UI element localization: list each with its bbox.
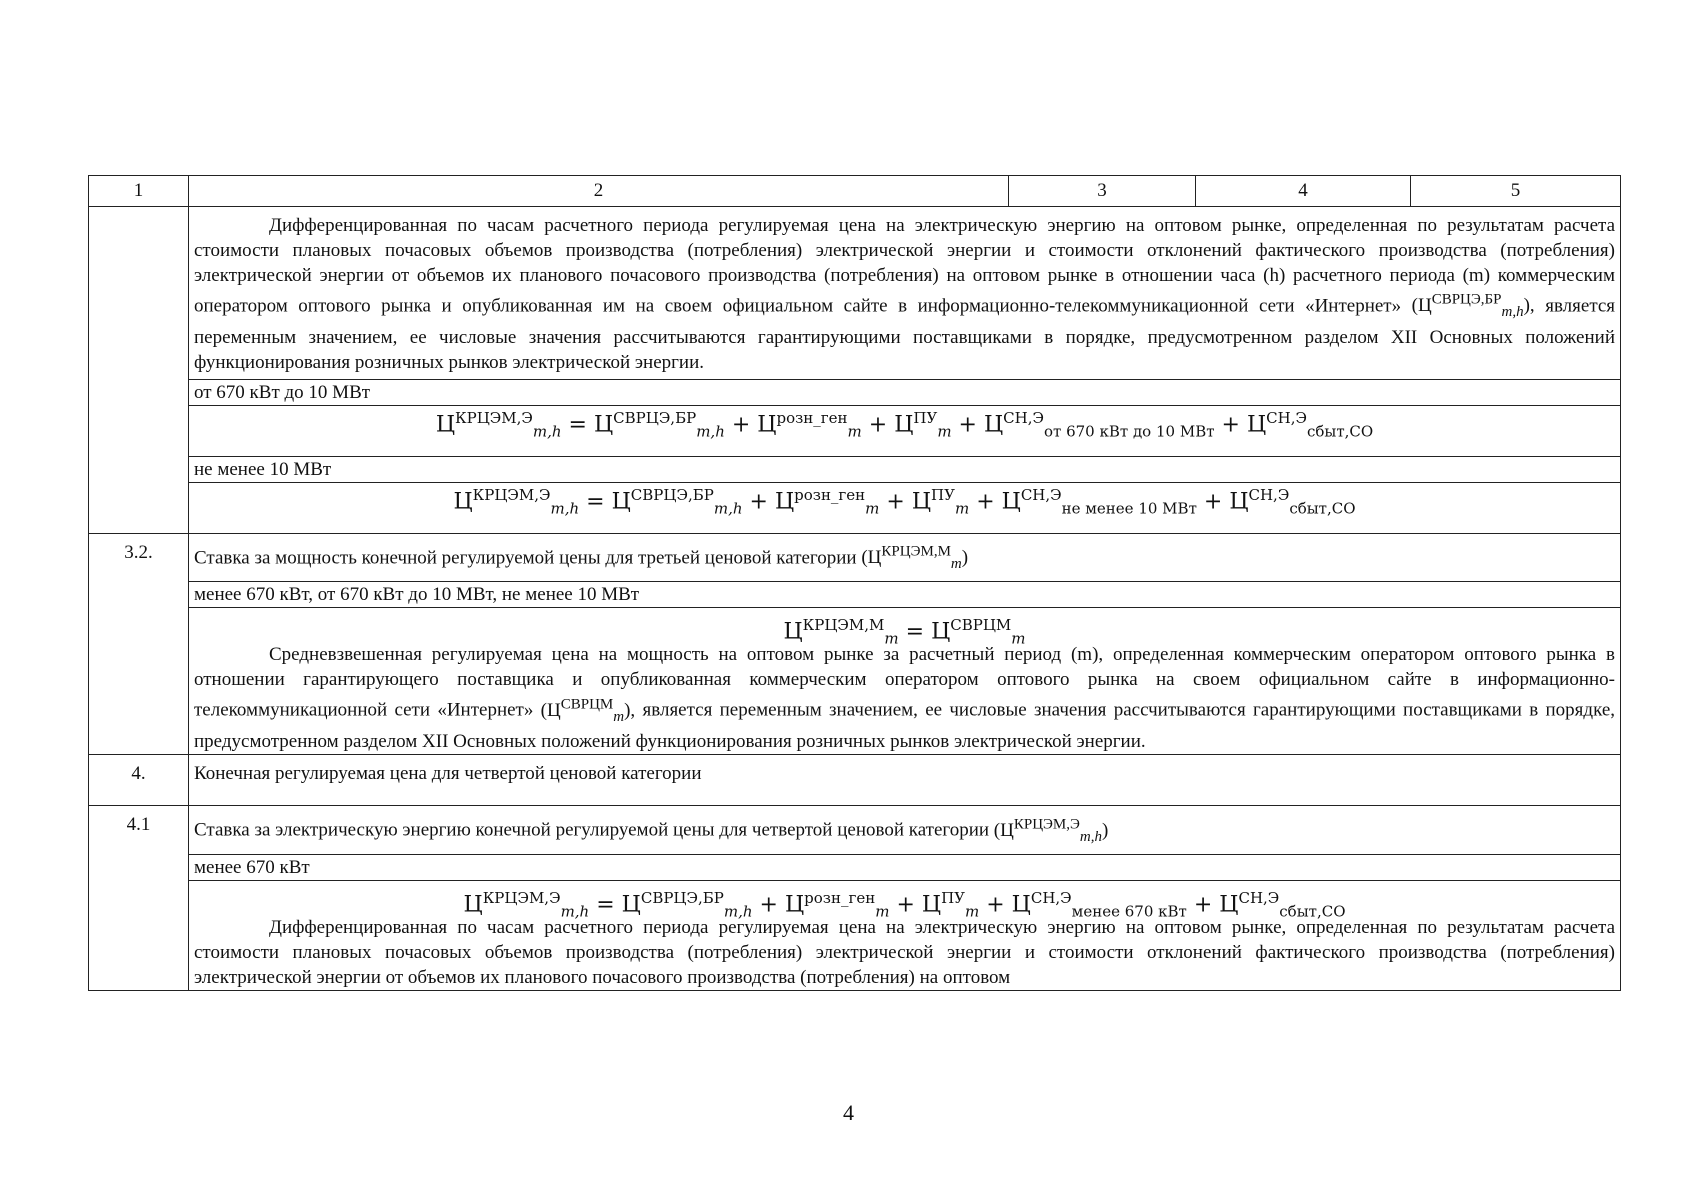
col-header-2: 2 — [189, 176, 1009, 207]
definition-text-tail: является переменным значением, ее числовые значения рассчитываются гарантирующими поставщиками в порядке, предусмотренном разделом XII Основных положений функционирования розничных рынков электрической энергии. — [194, 295, 1616, 374]
tariff-table — [88, 175, 1621, 991]
formula-capacity: $Ц^{КРЦЭМ,М}_m = Ц^{СВРЦМ}_m$ — [783, 616, 1026, 648]
band-label: менее 670 кВт — [189, 854, 1621, 880]
definition-text-main: Средневзвешенная регулируемая цена на мощность на оптовом рынке за расчетный период (m), определенная коммерческим оператором оптового рынка в отношении гарантирующего поставщика и опубликованная коммерческим оператором оптового рынка на своем официальном сайте в информационно-телекоммуникационной сети «Интернет» — [194, 644, 1615, 721]
section-title-text: Ставка за мощность конечной регулируемой цены для третьей ценовой категории — [194, 547, 857, 569]
table-row — [89, 880, 1621, 990]
band-label: от 670 кВт до 10 МВт — [189, 380, 1621, 406]
table-row — [89, 854, 1621, 880]
table-row — [89, 483, 1621, 534]
table-row — [89, 582, 1621, 608]
definition-text — [194, 642, 1615, 754]
section-title-text: Ставка за электрическую энергию конечной регулируемой цены для четвертой ценовой категории — [194, 819, 990, 841]
table-row — [89, 806, 1621, 854]
formula-10: $Ц^{КРЦЭМ,Э}_{m,h} = Ц^{СВРЦЭ,БР}_{m,h} + Ц^{розн\_ген}_m + Ц^{ПУ}_m + Ц^{СН,Э}_{не менее 10 МВт} + Ц^{СН,Э}_{сбыт,СО}$ — [189, 483, 1621, 534]
col-header-5: 5 — [1411, 176, 1621, 207]
section-title — [189, 806, 1621, 854]
symbol-svrcm: $(Ц^{СВРЦМ}_m)$, — [540, 696, 636, 725]
row-number-empty — [89, 207, 189, 534]
formula-definition-cell — [189, 880, 1621, 990]
col-header-4: 4 — [1196, 176, 1411, 207]
formula-670-10: $Ц^{КРЦЭМ,Э}_{m,h} = Ц^{СВРЦЭ,БР}_{m,h} + Ц^{розн\_ген}_m + Ц^{ПУ}_m + Ц^{СН,Э}_{от 670 кВт до 10 МВт} + Ц^{СН,Э}_{сбыт,СО}$ — [189, 406, 1621, 457]
section-title — [189, 534, 1621, 582]
definition-text: Дифференцированная по часам расчетного периода регулируемая цена на электрическую энергию на оптовом рынке, определенная по результатам расчета стоимости плановых почасовых объемов производства (потребления) электрической энергии и стоимости отклонений фактического производства (потребления) электрической энергии от объемов их планового почасового производства (потребления) на оптовом — [194, 916, 1615, 988]
definition-cell — [189, 207, 1621, 380]
table-row — [89, 457, 1621, 483]
definition-text-main: Дифференцированная по часам расчетного периода регулируемая цена на электрическую энергию на оптовом рынке, определенная по результатам расчета стоимости плановых почасовых объемов производства (потребления) электрической энергии и стоимости отклонений фактического производства (потребления) электрической энергии от объемов их планового почасового производства (потребления) на оптовом рынке в отношении часа (h) расчетного периода (m) коммерческим оператором оптового рынка и опубликованная им на своем официальном сайте в информационно-телекоммуникационной сети «Интернет» — [194, 215, 1615, 317]
page-number: 4 — [843, 1100, 854, 1125]
row-number: 4. — [89, 755, 189, 806]
header-row — [89, 176, 1621, 207]
col-header-3: 3 — [1009, 176, 1196, 207]
row-number: 3.2. — [89, 534, 189, 755]
table-row — [89, 755, 1621, 806]
symbol-krcem-e: $(Ц^{КРЦЭМ,Э}_{m,h})$ — [993, 816, 1109, 845]
formula-definition-cell — [189, 608, 1621, 755]
table-row — [89, 534, 1621, 582]
table-row — [89, 406, 1621, 457]
table-row — [89, 608, 1621, 755]
col-header-1: 1 — [89, 176, 189, 207]
definition-text-tail: является переменным значением, ее числовые значения рассчитываются гарантирующими поставщиками в порядке, предусмотренном разделом XII Основных положений функционирования розничных рынков электрической энергии. — [194, 699, 1616, 753]
band-label: менее 670 кВт, от 670 кВт до 10 МВт, не менее 10 МВт — [189, 582, 1621, 608]
symbol-krcem-m: $(Ц^{КРЦЭМ,М}_m)$ — [861, 544, 969, 573]
row-number: 4.1 — [89, 806, 189, 990]
section-title: Конечная регулируемая цена для четвертой ценовой категории — [189, 755, 1621, 806]
definition-text — [194, 213, 1615, 375]
symbol-svrce-br: $(Ц^{СВРЦЭ,БР}_{m,h})$, — [1411, 292, 1535, 321]
table-row — [89, 380, 1621, 406]
band-label: не менее 10 МВт — [189, 457, 1621, 483]
table-row — [89, 207, 1621, 380]
formula-670: $Ц^{КРЦЭМ,Э}_{m,h} = Ц^{СВРЦЭ,БР}_{m,h} + Ц^{розн\_ген}_m + Ц^{ПУ}_m + Ц^{СН,Э}_{менее 670 кВт} + Ц^{СН,Э}_{сбыт,СО}$ — [463, 888, 1346, 921]
